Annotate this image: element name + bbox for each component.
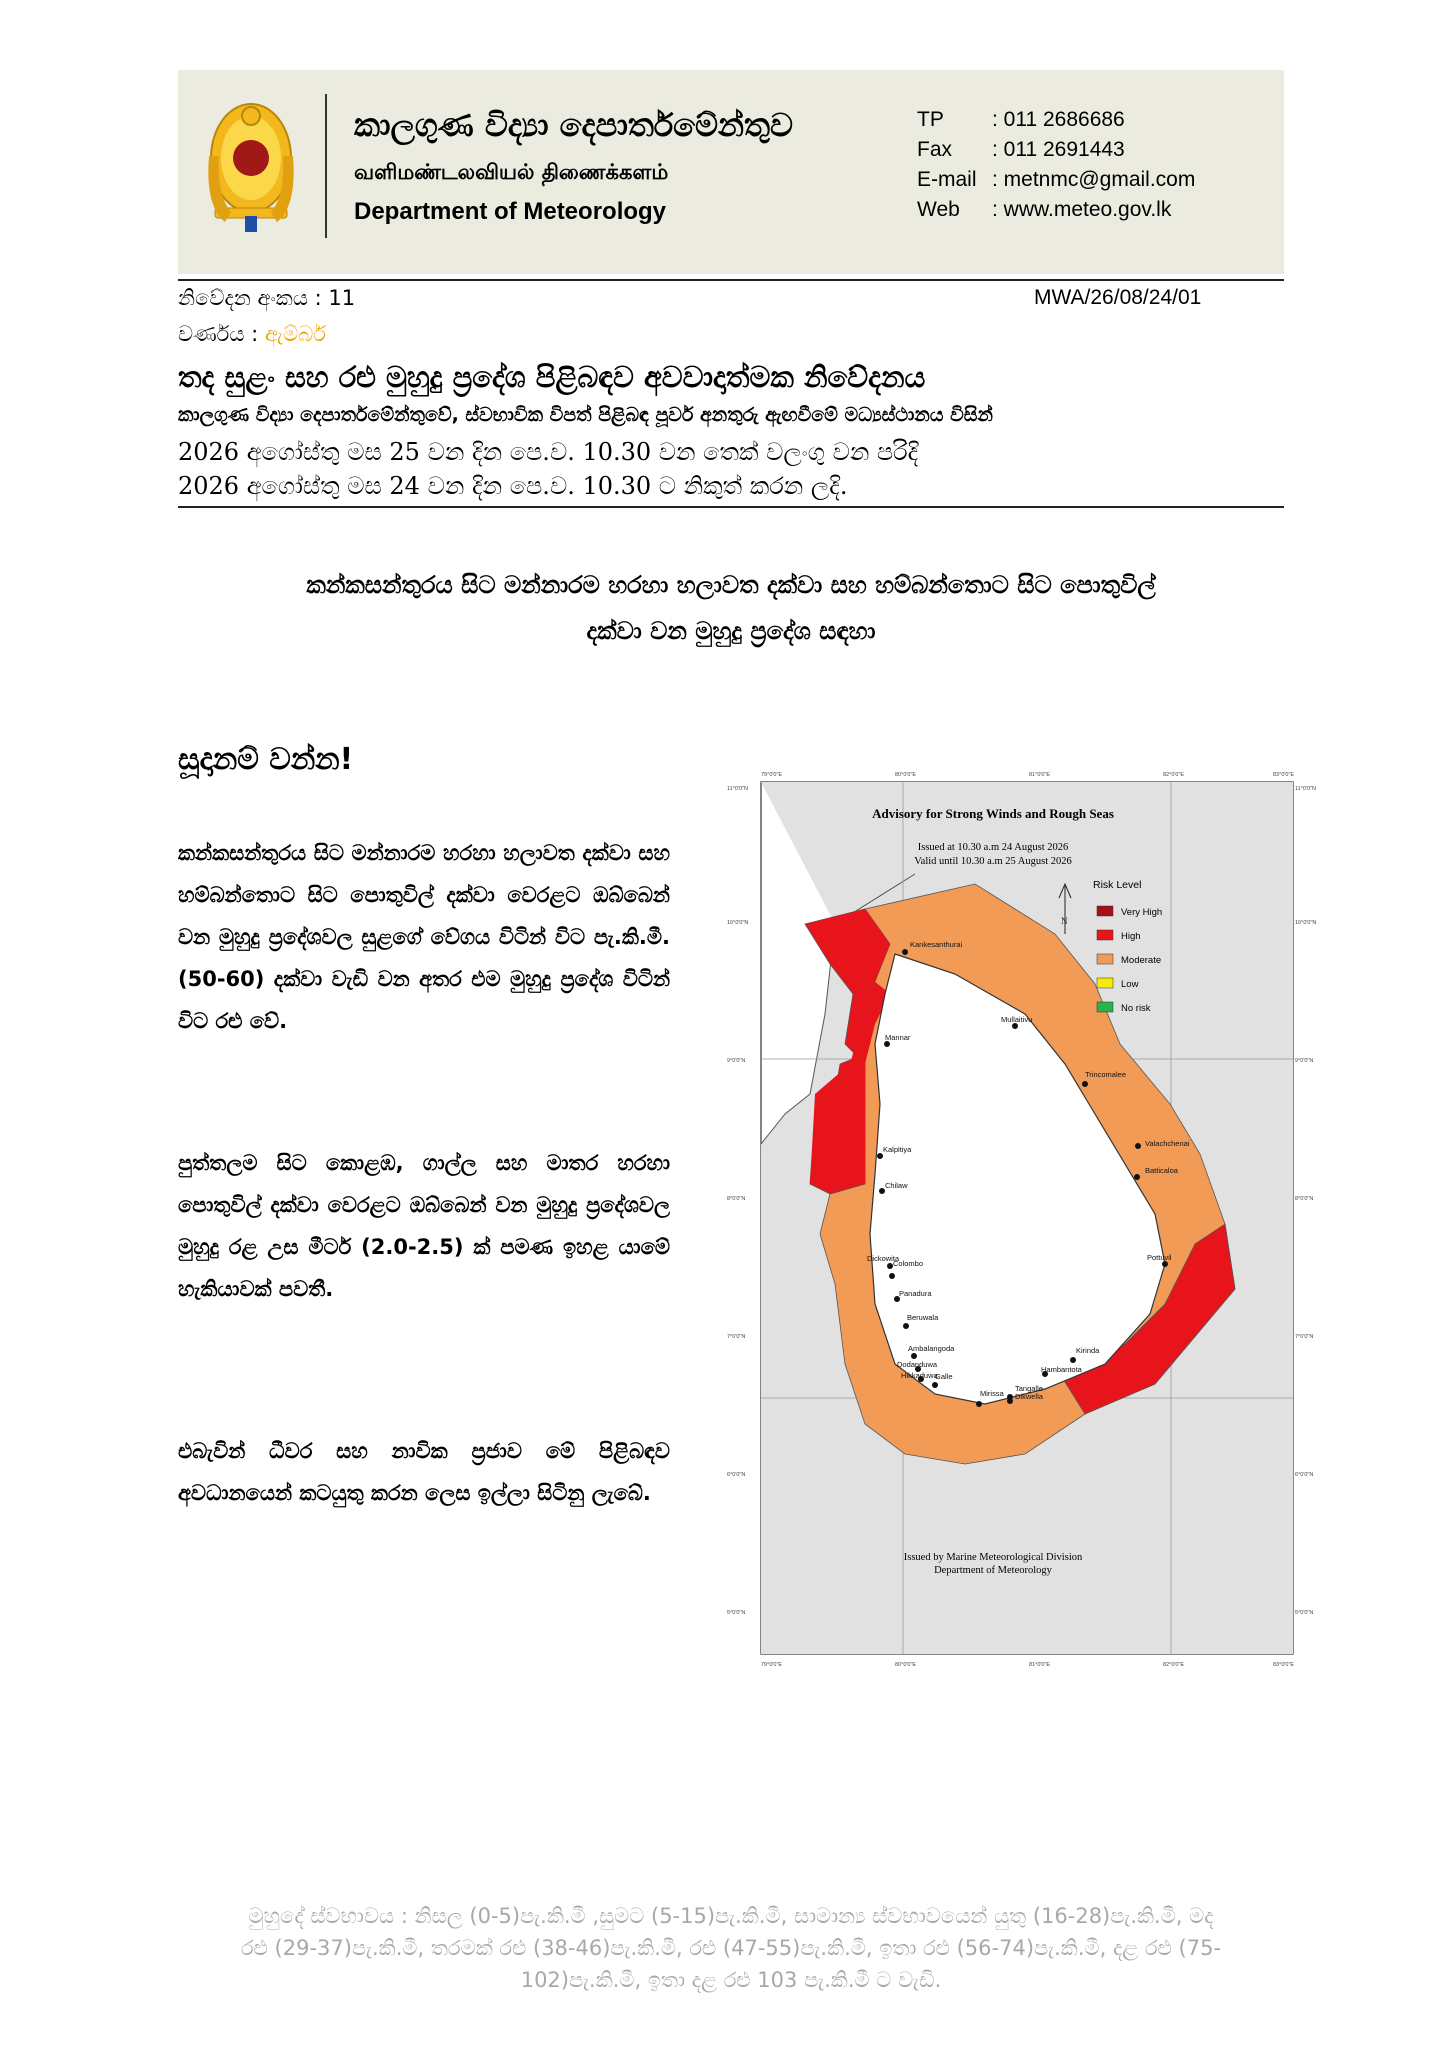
- place-label: Beruwala: [907, 1313, 939, 1322]
- department-name-sinhala: කාලගුණ විද්‍යා දෙපාර්තමේන්තුව: [354, 106, 793, 144]
- place-label: Pottuvil: [1147, 1253, 1172, 1262]
- map-title: Advisory for Strong Winds and Rough Seas: [872, 806, 1114, 821]
- paragraph-advice: එබැවින් ධීවර සහ නාවික ප්‍රජාව මේ පිළිබඳව අවධානයෙන් කටයුතු කරන ලෙස ඉල්ලා සිටිනු ලැබේ.: [178, 1439, 670, 1505]
- place-label: Hikkaduwa: [901, 1371, 938, 1380]
- legend-label: Moderate: [1121, 955, 1162, 966]
- place-label: Dikwella: [1015, 1392, 1043, 1401]
- legend-label: No risk: [1121, 1003, 1151, 1014]
- warning-title: සූදානම් වන්න!: [178, 742, 354, 777]
- lon-tick-label: 81°0'0"E: [1029, 1662, 1051, 1668]
- lon-tick-label: 83°0'0"E: [1273, 1662, 1295, 1668]
- notice-number: නිවේදන අංකය : 11: [178, 286, 356, 310]
- legend-title: Risk Level: [1093, 879, 1142, 891]
- contact-web: Web : www.meteo.gov.lk: [917, 198, 1172, 221]
- legend-swatch: [1097, 954, 1113, 964]
- place-label: Chilaw: [885, 1181, 908, 1190]
- place-label: Kirinda: [1076, 1346, 1100, 1355]
- sea-state-footnote: මුහුදේ ස්වභාවය : නිසල (0-5)පැ.කි.මී ,සුමට (5-15)පැ.කි.මී, සාමාන්‍ය ස්වභාවයෙන් යුතු (16-28)පැ.කි.මී, මද රළු (29-37)පැ.කි.මී, තරමක් රළු (38-46)පැ.කි.මී, රළු (47-55)පැ.කි.මී, ඉතා රළු (56-74)පැ.කි.මී, දළ රළු (75- 102)පැ.කි.මී, ඉතා දළ රළු 103 පැ.කි.මී ට වැඩි.: [240, 1904, 1222, 1992]
- notice-title: තද සුළං සහ රළු මුහුදු ප්‍රදේශ පිළිබඳව අවවාදාත්මක නිවේදනය: [178, 360, 926, 394]
- lon-tick-label: 79°0'0"E: [761, 772, 783, 778]
- contact-email: E-mail : metnmc@gmail.com: [917, 168, 1196, 191]
- risk-map: [725, 764, 1325, 1674]
- lat-tick-label: 5°0'0"N: [1295, 1610, 1314, 1616]
- lon-tick-label: 80°0'0"E: [895, 1662, 917, 1668]
- map-credit-department: Department of Meteorology: [934, 1565, 1052, 1576]
- lon-tick-label: 83°0'0"E: [1273, 772, 1295, 778]
- color-value-amber: ඇම්බර්: [264, 322, 326, 346]
- place-label: Batticaloa: [1145, 1166, 1178, 1175]
- contact-fax: Fax : 011 2691443: [917, 138, 1125, 161]
- department-name-tamil: வளிமண்டலவியல் திணைக்களம்: [354, 160, 669, 184]
- place-label: Mannar: [885, 1033, 911, 1042]
- top-rule: [178, 279, 1284, 281]
- lat-tick-label: 10°0'0"N: [1295, 920, 1317, 926]
- lat-tick-label: 6°0'0"N: [1295, 1472, 1314, 1478]
- place-label: Mullaitivu: [1001, 1015, 1033, 1024]
- north-label: N: [1061, 916, 1068, 926]
- sri-lanka-emblem-icon: [205, 96, 297, 236]
- lat-tick-label: 7°0'0"N: [727, 1334, 746, 1340]
- place-label: Galle: [935, 1372, 953, 1381]
- legend-label: Low: [1121, 979, 1139, 990]
- place-label: Panadura: [899, 1289, 932, 1298]
- place-label: Tangalle: [1015, 1384, 1043, 1393]
- lon-tick-label: 82°0'0"E: [1163, 772, 1185, 778]
- lat-tick-label: 9°0'0"N: [727, 1058, 746, 1064]
- header-divider: [325, 94, 327, 238]
- place-label: Dodanduwa: [897, 1360, 938, 1369]
- map-credit-division: Issued by Marine Meteorological Division: [903, 1552, 1083, 1563]
- place-label: Mirissa: [980, 1389, 1004, 1398]
- lat-tick-label: 8°0'0"N: [727, 1196, 746, 1202]
- lat-tick-label: 5°0'0"N: [727, 1610, 746, 1616]
- lat-tick-label: 10°0'0"N: [727, 920, 749, 926]
- legend-swatch: [1097, 1002, 1113, 1012]
- department-name-english: Department of Meteorology: [354, 198, 667, 225]
- lon-tick-label: 81°0'0"E: [1029, 772, 1051, 778]
- contact-phone: TP : 011 2686686: [917, 108, 1125, 131]
- lon-tick-label: 80°0'0"E: [895, 772, 917, 778]
- bottom-rule: [178, 506, 1284, 508]
- legend-label: High: [1121, 931, 1141, 942]
- issued-at-line: 2026 අගෝස්තු මස 24 වන දින පෙ.ව. 10.30 ට නිකුත් කරන ලදි.: [178, 472, 848, 500]
- lon-tick-label: 79°0'0"E: [761, 1662, 783, 1668]
- paragraph-wind: කන්කසන්තුරය සිට මන්නාරම හරහා හලාවත දක්වා සහ හම්බන්තොට සිට පොතුවිල් දක්වා වෙරළට ඔබ්බෙන් වන මුහුදු ප්‍රදේශවල සුළගේ වේගය විටින් විට පැ.කි.මී. (50-60) දක්වා වැඩි වන අතර එම මුහුදු ප්‍රදේශ විටින් විට රළු වේ.: [178, 841, 670, 1033]
- legend-swatch: [1097, 906, 1113, 916]
- place-label: Trincomalee: [1085, 1070, 1126, 1079]
- valid-until-line: 2026 අගෝස්තු මස 25 වන දින පෙ.ව. 10.30 වන තෙක් වලංගු වන පරිදි: [178, 438, 919, 466]
- paragraph-waves: පුත්තලම සිට කොළඹ, ගාල්ල සහ මාතර හරහා පොතුවිල් දක්වා වෙරළට ඔබ්බෙන් වන මුහුදු ප්‍රදේශවල මුහුදු රළ උස මීටර් (2.0-2.5) ක් පමණ ඉහළ යාමේ හැකියාවක් පවතී.: [178, 1151, 670, 1301]
- place-label: Dickowita: [867, 1254, 900, 1263]
- lon-tick-label: 82°0'0"E: [1163, 1662, 1185, 1668]
- lat-tick-label: 11°0'0"N: [1295, 786, 1317, 792]
- lat-tick-label: 7°0'0"N: [1295, 1334, 1314, 1340]
- legend-swatch: [1097, 930, 1113, 940]
- place-label: Kankesanthurai: [910, 940, 963, 949]
- notice-subtitle: කාලගුණ විද්‍යා දෙපාර්තමේන්තුවේ, ස්වභාවික විපත් පිළිබඳ පූර්ව අනතුරු ඇඟවීමේ මධ්‍යස්ථානය විසින්: [178, 404, 993, 426]
- lat-tick-label: 6°0'0"N: [727, 1472, 746, 1478]
- map-valid-time: Valid until 10.30 a.m 25 August 2026: [914, 856, 1072, 867]
- area-heading: කන්කසන්තුරය සිට මන්නාරම හරහා හලාවත දක්වා සහ හම්බන්තොට සිට පොතුවිල් දක්වා වන මුහුදු ප්‍රදේශ සඳහා: [306, 571, 1156, 645]
- legend-label: Very High: [1121, 907, 1163, 918]
- place-label: Colombo: [893, 1259, 924, 1268]
- notice-color: වර්ණය : ඇම්බර්: [178, 322, 326, 346]
- lat-tick-label: 8°0'0"N: [1295, 1196, 1314, 1202]
- map-issued-time: Issued at 10.30 a.m 24 August 2026: [917, 842, 1069, 853]
- lat-tick-label: 11°0'0"N: [727, 786, 749, 792]
- notice-reference: MWA/26/08/24/01: [1034, 286, 1202, 309]
- place-label: Hambantota: [1041, 1365, 1082, 1374]
- place-label: Ambalangoda: [908, 1344, 955, 1353]
- place-label: Kalpitiya: [883, 1145, 912, 1154]
- lat-tick-label: 9°0'0"N: [1295, 1058, 1314, 1064]
- legend-swatch: [1097, 978, 1113, 988]
- place-label: Valachchenai: [1145, 1139, 1190, 1148]
